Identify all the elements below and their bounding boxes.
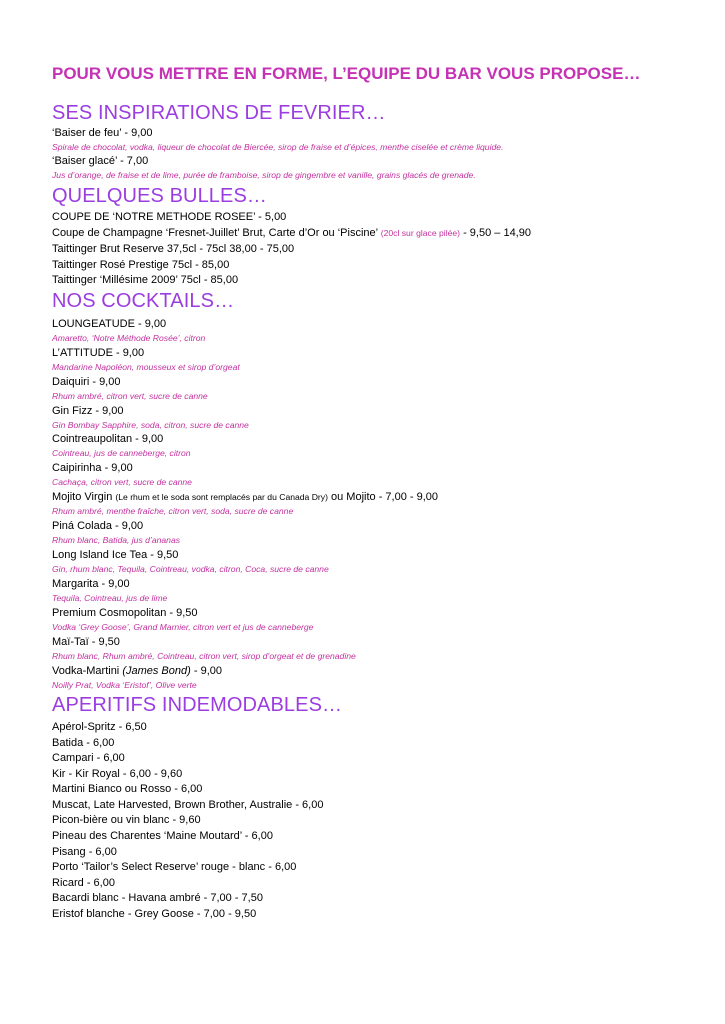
menu-item: Caipirinha - 9,00 <box>52 462 133 474</box>
champagne-label: Coupe de Champagne ‘Fresnet-Juillet’ Brut, Carte d’Or ou ‘Piscine’ <box>52 227 381 239</box>
vodka-martini-price: - 9,00 <box>190 665 222 677</box>
menu-item: Premium Cosmopolitan - 9,50 <box>52 607 198 619</box>
menu-item: Piná Colada - 9,00 <box>52 520 144 532</box>
menu-item: Ricard - 6,00 <box>52 877 115 889</box>
menu-item: Pisang - 6,00 <box>52 846 117 858</box>
menu-item-description: Jus d’orange, de fraise et de lime, purée de framboise, sirop de gingembre et vanille, grains glacés de grenade. <box>52 170 476 180</box>
menu-item-description: Rhum ambré, citron vert, sucre de canne <box>52 391 208 401</box>
menu-item: Gin Fizz - 9,00 <box>52 405 124 417</box>
menu-item-description: Rhum blanc, Batida, jus d’ananas <box>52 535 181 545</box>
menu-item: LOUNGEATUDE - 9,00 <box>52 318 167 330</box>
menu-item: Taittinger Brut Reserve 37,5cl - 75cl 38,00 - 75,00 <box>52 243 295 255</box>
mojito-price: ou Mojito - 7,00 - 9,00 <box>327 491 439 503</box>
menu-item-description: Cointreau, jus de canneberge, citron <box>52 448 191 458</box>
menu-item-champagne <box>52 227 531 240</box>
menu-item-vodka-martini <box>52 665 222 678</box>
page-headline: POUR VOUS METTRE EN FORME, L’EQUIPE DU BAR VOUS PROPOSE… <box>52 64 641 83</box>
menu-item: Porto ‘Tailor’s Select Reserve’ rouge - blanc - 6,00 <box>52 861 297 873</box>
menu-item: Pineau des Charentes ‘Maine Moutard’ - 6,00 <box>52 830 273 842</box>
menu-item-description: Cachaça, citron vert, sucre de canne <box>52 477 192 487</box>
vodka-martini-note: (James Bond) <box>122 665 191 677</box>
menu-item-description: Mandarine Napoléon, mousseux et sirop d’orgeat <box>52 362 240 372</box>
section-title-aperitifs: APERITIFS INDEMODABLES… <box>52 694 343 716</box>
menu-item: Martini Bianco ou Rosso - 6,00 <box>52 783 203 795</box>
menu-item-mojito <box>52 491 438 504</box>
menu-item: Batida - 6,00 <box>52 737 115 749</box>
menu-item: Kir - Kir Royal - 6,00 - 9,60 <box>52 768 183 780</box>
menu-item: L’ATTITUDE - 9,00 <box>52 347 145 359</box>
champagne-price: - 9,50 – 14,90 <box>460 227 531 239</box>
menu-item-description: Vodka ‘Grey Goose’, Grand Marnier, citron vert et jus de canneberge <box>52 622 314 632</box>
menu-item: Cointreaupolitan - 9,00 <box>52 433 164 445</box>
menu-item: Campari - 6,00 <box>52 752 125 764</box>
menu-item: Taittinger ‘Millésime 2009’ 75cl - 85,00 <box>52 274 239 286</box>
menu-item-description: Spirale de chocolat, vodka, liqueur de chocolat de Biercée, sirop de fraise et d’épices, menthe ciselée et crème liquide. <box>52 142 504 152</box>
menu-item: Picon-bière ou vin blanc - 9,60 <box>52 814 201 826</box>
vodka-martini-label: Vodka-Martini <box>52 665 123 677</box>
menu-item: Eristof blanche - Grey Goose - 7,00 - 9,50 <box>52 908 257 920</box>
menu-item: Long Island Ice Tea - 9,50 <box>52 549 179 561</box>
menu-item: Daiquiri - 9,00 <box>52 376 121 388</box>
champagne-note: (20cl sur glace pilée) <box>380 228 461 238</box>
menu-item-description: Tequila, Cointreau, jus de lime <box>52 593 168 603</box>
menu-item-description: Rhum ambré, menthe fraîche, citron vert, soda, sucre de canne <box>52 506 294 516</box>
menu-item: Bacardi blanc - Havana ambré - 7,00 - 7,50 <box>52 892 263 904</box>
section-title-inspirations: SES INSPIRATIONS DE FEVRIER… <box>52 102 386 124</box>
menu-item: Apérol-Spritz - 6,50 <box>52 721 147 733</box>
menu-item: Maï-Taï - 9,50 <box>52 636 120 648</box>
menu-item: COUPE DE ‘NOTRE METHODE ROSEE’ - 5,00 <box>52 211 287 223</box>
mojito-note: (Le rhum et le soda sont remplacés par du Canada Dry) <box>115 492 328 502</box>
menu-item-description: Amaretto, ‘Notre Méthode Rosée’, citron <box>52 333 206 343</box>
menu-item-description: Gin Bombay Sapphire, soda, citron, sucre de canne <box>52 420 249 430</box>
menu-item-description: Rhum blanc, Rhum ambré, Cointreau, citron vert, sirop d’orgeat et de grenadine <box>52 651 356 661</box>
menu-item-description: Noilly Prat, Vodka ‘Eristof’, Olive verte <box>52 680 197 690</box>
section-title-cocktails: NOS COCKTAILS… <box>52 290 235 312</box>
menu-item: ‘Baiser glacé’ - 7,00 <box>52 155 149 167</box>
menu-item: ‘Baiser de feu’ - 9,00 <box>52 127 153 139</box>
section-title-bulles: QUELQUES BULLES… <box>52 185 268 207</box>
menu-item-description: Gin, rhum blanc, Tequila, Cointreau, vodka, citron, Coca, sucre de canne <box>52 564 329 574</box>
menu-item: Muscat, Late Harvested, Brown Brother, Australie - 6,00 <box>52 799 324 811</box>
menu-item: Taittinger Rosé Prestige 75cl - 85,00 <box>52 259 230 271</box>
menu-item: Margarita - 9,00 <box>52 578 130 590</box>
mojito-label: Mojito Virgin <box>52 491 116 503</box>
